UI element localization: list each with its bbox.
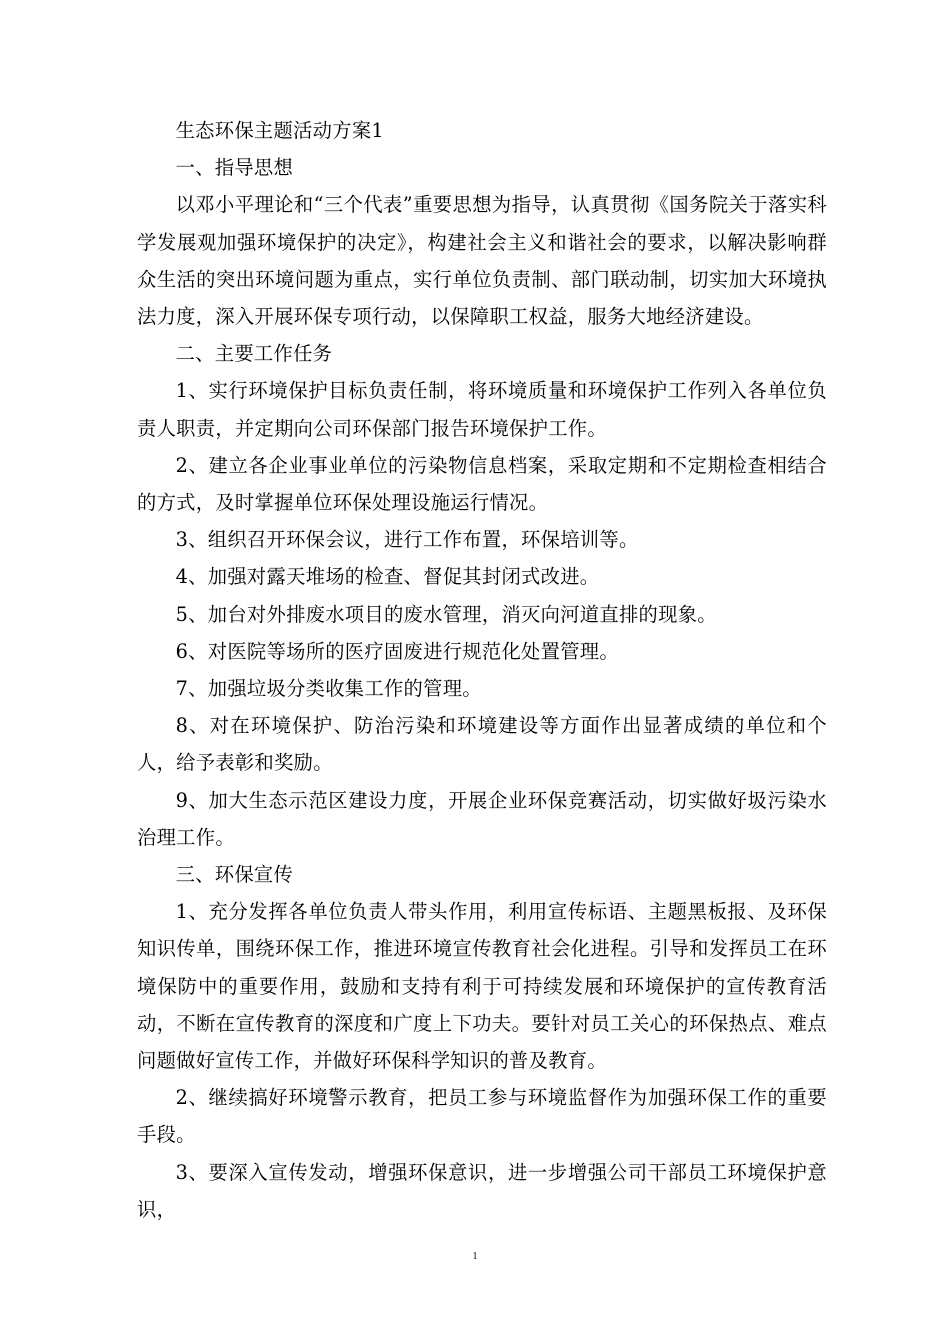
list-item: 3、组织召开环保会议，进行工作布置，环保培训等。: [175, 528, 639, 552]
list-item: 8、对在环境保护、防治污染和环境建设等方面作出显著成绩的单位和个人，给予表彰和奖励。: [137, 714, 827, 775]
list-item: 3、要深入宣传发动，增强环保意识，进一步增强公司干部员工环境保护意识，: [137, 1160, 827, 1221]
page-number: 1: [472, 1251, 478, 1262]
list-item: 1、充分发挥各单位负责人带头作用，利用宣传标语、主题黑板报、及环保知识传单，围绕环保工作，推进环境宣传教育社会化进程。引导和发挥员工在环境保防中的重要作用，鼓励和支持有利于可持续发展和环境保护的宣传教育活动，不断在宣传教育的深度和广度上下功夫。要针对员工关心的环保热点、难点问题做好宣传工作，并做好环保科学知识的普及教育。: [137, 900, 827, 1073]
list-item: 1、实行环境保护目标负责任制，将环境质量和环境保护工作列入各单位负责人职责，并定期向公司环保部门报告环境保护工作。: [137, 379, 827, 440]
document-body: [137, 112, 827, 1228]
section-heading-2: 二、主要工作任务: [175, 342, 333, 366]
list-item: 6、对医院等场所的医疗固废进行规范化处置管理。: [175, 639, 619, 663]
document-title: 生态环保主题活动方案1: [175, 119, 384, 142]
list-item: 2、建立各企业事业单位的污染物信息档案，采取定期和不定期检查相结合的方式，及时掌握单位环保处理设施运行情况。: [137, 453, 827, 515]
paragraph: 以邓小平理论和“三个代表”重要思想为指导，认真贯彻《国务院关于落实科学发展观加强环境保护的决定》，构建社会主义和谐社会的要求，以解决影响群众生活的突出环境问题为重点，实行单位负责制、部门联动制，切实加大环境执法力度，深入开展环保专项行动，以保障职工权益，服务大地经济建设。: [137, 193, 827, 329]
list-item: 5、加台对外排废水项目的废水管理，消灭向河道直排的现象。: [175, 602, 717, 626]
list-item: 4、加强对露天堆场的检查、督促其封闭式改进。: [175, 565, 600, 589]
section-heading-3: 三、环保宣传: [175, 863, 294, 887]
list-item: 7、加强垃圾分类收集工作的管理。: [175, 677, 482, 701]
section-heading-1: 一、指导思想: [175, 156, 294, 180]
list-item: 2、继续搞好环境警示教育，把员工参与环境监督作为加强环保工作的重要手段。: [137, 1086, 827, 1147]
list-item: 9、加大生态示范区建设力度，开展企业环保竞赛活动，切实做好圾污染水治理工作。: [137, 788, 827, 849]
